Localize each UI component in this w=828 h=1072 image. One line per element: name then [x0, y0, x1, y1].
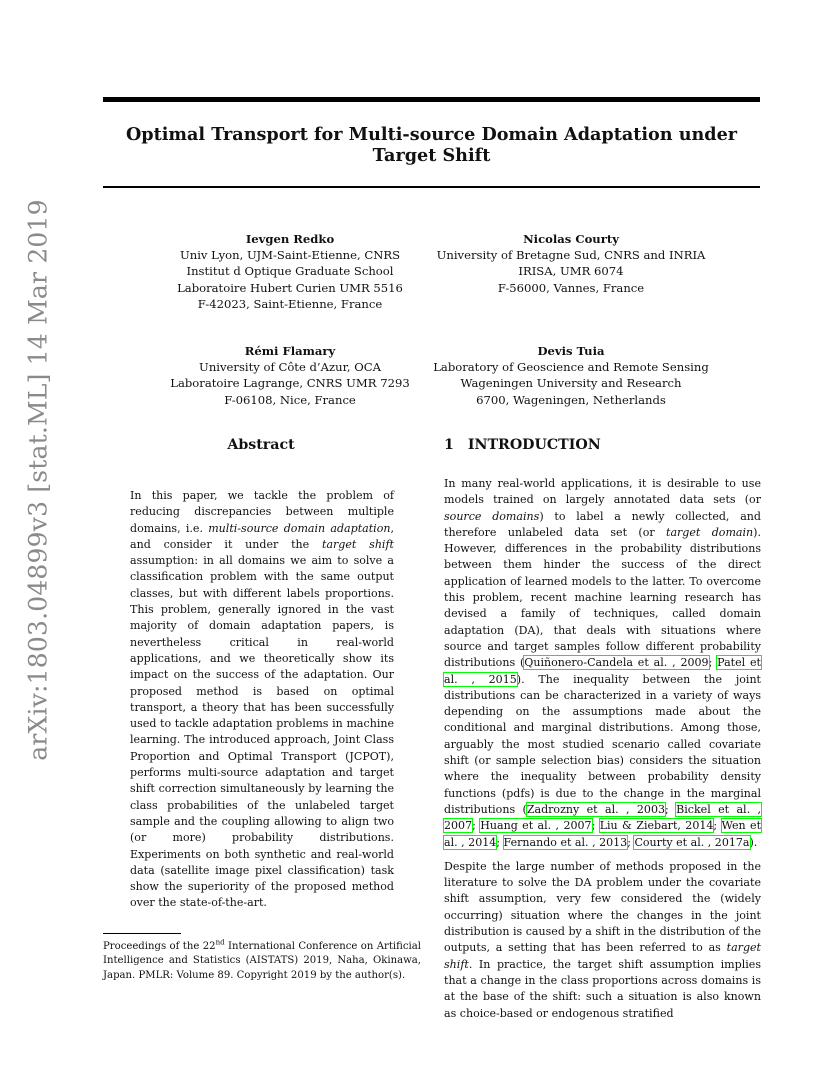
section-heading	[444, 437, 601, 453]
citation-link[interactable]: Liu & Ziebart, 2014	[599, 819, 714, 833]
citation-separator: ;	[713, 819, 722, 833]
abstract-text-part: assumption: in all domains we aim to solve a classification problem with the same output classes, but with different labels proportions. This problem, generally ignored in the vast majority of domain adaptation papers, is nevertheless critical in real-world applications, and we theoretically show its impact on the success of the adaptation. Our proposed method is based on optimal transport, a theory that has been successfully used to tackle adaptation problems in machine learning. The introduced approach, Joint Class Proportion and Optimal Transport (JCPOT), performs multi-source adaptation and target shift correction simultaneously by learning the class probabilities of the unlabeled target sample and the coupling allowing to align two (or more) probability distributions. Experiments on both synthetic and real-world data (satellite image pixel classification) task show the superiority of the proposed method over the state-of-the-art.	[130, 554, 394, 910]
citation-link[interactable]: Zadrozny et al. , 2003	[526, 802, 666, 816]
citation-link[interactable]: Huang et al. , 2007	[480, 819, 592, 833]
citation-separator: ;	[708, 656, 718, 670]
intro-text: ) to label a newly collected, and therefore unlabeled data set (or	[444, 509, 761, 539]
intro-text: ). The inequality between the joint distributions can be characterized in a variety of ways depending on the assumptions made about the conditional and marginal distributions. Among those, arguably the most studied scenario called covariate shift (or sample selection bias) considers the situation where the inequality between probability density functions (pdfs) is due to the change in the marginal distributions (	[444, 672, 761, 816]
citation-separator: ;	[591, 819, 600, 833]
footnote-rule	[103, 933, 181, 934]
author-affiliation-line: Laboratoire Hubert Curien UMR 5516	[177, 280, 403, 295]
citation-link[interactable]: Fernando et al. , 2013	[503, 835, 628, 849]
author-affiliation-line: University of Bretagne Sud, CNRS and INRIA	[436, 248, 706, 263]
intro-text: ). However, differences in the probability distributions between them hinder the success of the direct application of learned models to the latter. To overcome this problem, recent machine learning research has devised a family of techniques, called domain adaptation (DA), that deals with situations where source and target samples follow different probability distributions (	[444, 525, 761, 670]
intro-text: Despite the large number of methods proposed in the literature to solve the DA problem under the covariate shift assumption, very few considered the (widely occurring) situation where the changes in the joint distribution is caused by a shift in the distribution of the outputs, a setting that has been referred to as	[444, 859, 761, 955]
title-rule-bottom	[103, 186, 760, 188]
footnote-text: Proceedings of the 22	[103, 941, 216, 952]
author-affiliation-line: F-06108, Nice, France	[224, 392, 356, 407]
citation-separator: ;	[665, 802, 677, 816]
author-affiliation-line: Laboratoire Lagrange, CNRS UMR 7293	[170, 376, 410, 391]
abstract-text	[130, 488, 394, 912]
footnote-superscript: nd	[215, 938, 225, 947]
author-affiliation-line: Univ Lyon, UJM-Saint-Etienne, CNRS	[179, 248, 401, 263]
abstract-emphasis: target shift	[322, 537, 394, 551]
author-affiliation-line: IRISA, UMR 6074	[518, 264, 624, 279]
author-affiliation-line: 6700, Wageningen, Netherlands	[476, 392, 666, 407]
author-name: Ievgen Redko	[245, 232, 335, 246]
citation-separator: ;	[627, 835, 635, 849]
section-title: INTRODUCTION	[467, 437, 601, 453]
author-affiliation-line: F-56000, Vannes, France	[497, 280, 645, 295]
author-block-4	[421, 343, 721, 408]
author-affiliation-line: F-42023, Saint-Etienne, France	[197, 296, 383, 311]
abstract-heading: Abstract	[227, 437, 295, 453]
citation-link[interactable]: Wen et al. , 2014	[444, 819, 762, 849]
intro-text: ).	[749, 835, 758, 849]
intro-text: . In practice, the target shift assumption implies that a change in the class proportions across domains is at the base of the shift: such a situation is also known as choice-based or endogenous stratified	[444, 957, 761, 1020]
intro-emphasis: target domain	[666, 525, 754, 539]
intro-paragraph-1	[444, 476, 761, 851]
citation-link[interactable]: Patel et al. , 2015	[444, 656, 761, 686]
title-rule-top	[103, 97, 760, 102]
paper-title: Optimal Transport for Multi-source Domain Adaptation under Target Shift	[125, 124, 738, 166]
author-name: Nicolas Courty	[523, 232, 619, 246]
author-block-2	[421, 231, 721, 296]
citation-link[interactable]: Courty et al. , 2017a	[634, 835, 750, 849]
abstract-text-part: In this paper, we tackle the problem of reducing discrepancies between multiple domains, i.e.	[130, 489, 394, 535]
abstract-emphasis: multi-source domain adaptation	[208, 521, 391, 535]
intro-column	[444, 476, 761, 1030]
author-name: Devis Tuia	[537, 344, 605, 358]
author-block-3	[140, 343, 440, 408]
footnote-text: International Conference on Artificial Intelligence and Statistics (AISTATS) 2019, Naha, Okinawa, Japan. PMLR: Volume 89. Copyright 2019 by the author(s).	[103, 941, 421, 981]
abstract-text-part: , and consider it under the	[130, 521, 394, 551]
footnote	[103, 940, 421, 983]
author-affiliation-line: Laboratory of Geoscience and Remote Sensing	[433, 360, 709, 375]
section-number: 1	[444, 437, 454, 453]
citation-link[interactable]: Bickel et al. , 2007	[444, 802, 761, 833]
author-block-1	[140, 231, 440, 312]
intro-emphasis: source domains	[444, 509, 540, 523]
author-affiliation-line: Wageningen University and Research	[460, 376, 682, 391]
author-name: Rémi Flamary	[244, 344, 336, 358]
intro-paragraph-2	[444, 859, 761, 1022]
author-affiliation-line: University of Côte d’Azur, OCA	[199, 360, 381, 375]
intro-emphasis: target shift	[444, 941, 761, 971]
citation-separator: ;	[472, 819, 481, 833]
intro-text: In many real-world applications, it is desirable to use models trained on largely annotated data sets (or	[444, 477, 761, 507]
arxiv-stamp-text: arXiv:1803.04899v3 [stat.ML] 14 Mar 2019	[23, 199, 53, 761]
citation-link[interactable]: Quiñonero-Candela et al. , 2009	[524, 656, 709, 670]
citation-separator: ;	[496, 835, 504, 849]
author-affiliation-line: Institut d Optique Graduate School	[186, 264, 394, 279]
